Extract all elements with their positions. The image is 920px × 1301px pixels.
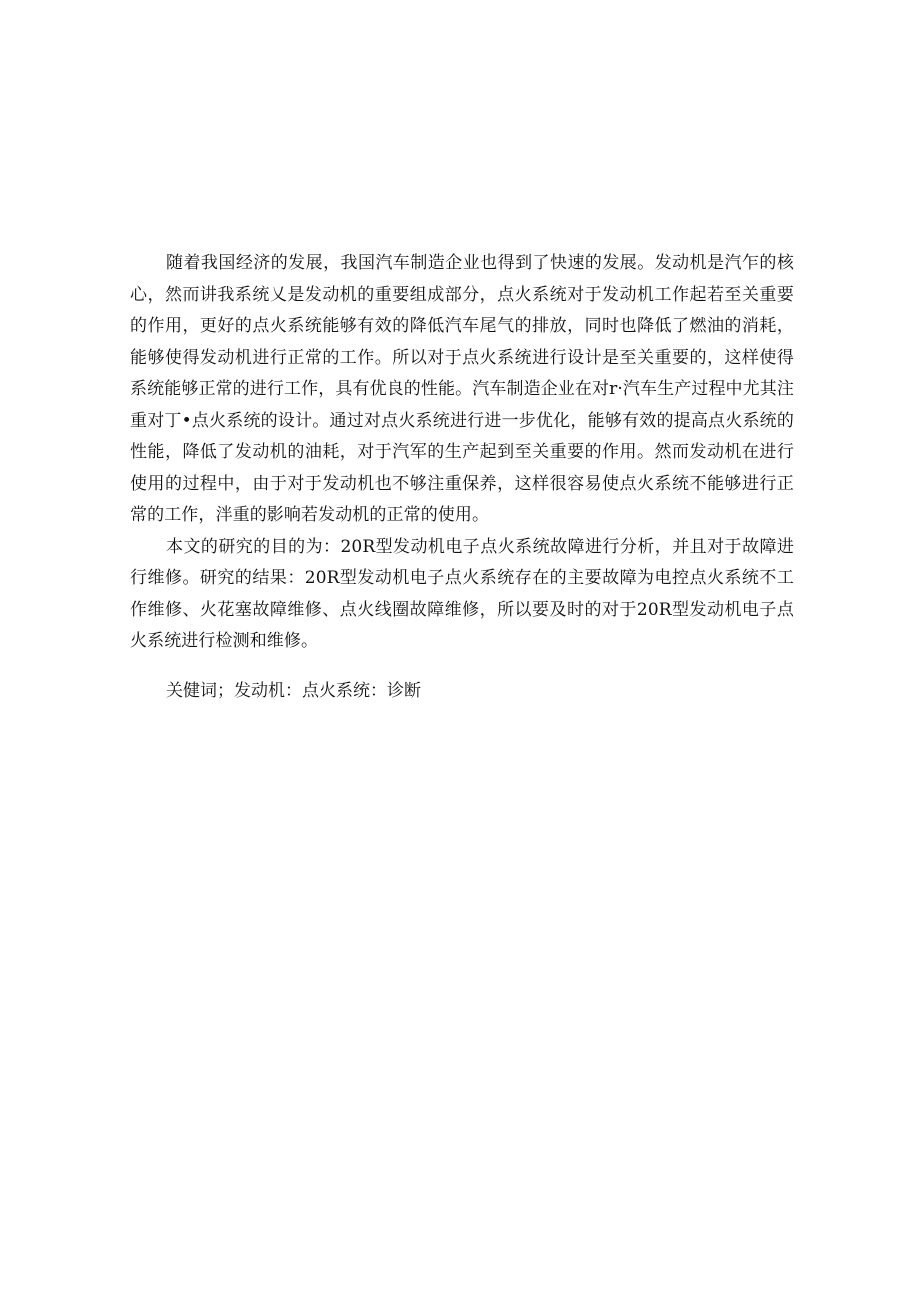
abstract-section	[130, 248, 794, 658]
keywords-line: 关健词；发动机：点火系统：诊断	[166, 681, 421, 701]
abstract-paragraph-2: 本文的研究的目的为：20R型发动机电子点火系统故障进行分析，并且对于故障进行维修。研究的结果：20R型发动机电子点火系统存在的主要故障为电控点火系统不工作维修、火花塞故障维修、点火线圈故障维修，所以要及时的对于20R型发动机电子点火系统进行检测和维修。	[130, 536, 794, 651]
abstract-paragraph-1: 随着我国经济的发展，我国汽车制造企业也得到了快速的发展。发动机是汽乍的核心，然而讲我系统乂是发动机的重要组成部分，点火系统对于发动机工作起若至关重要的作用，更好的点火系统能够有效的降低汽车尾气的排放，同时也降低了燃油的消耗，能够使得发动机进行正常的工作。所以对于点火系统进行设计是至关重要的，这样使得系统能够正常的进行工作，具有优良的性能。汽车制造企业在对r·汽车生产过程中尤其注重对丁•点火系统的设计。通过对点火系统进行进一步优化，能够有效的提高点火系统的性能，降低了发动机的油耗，对于汽军的生产起到至关重要的作用。然而发动机在进行使用的过程中，由于对于发动机也不够注重保养，这样很容易使点火系统不能够进行正常的工作，泮重的影响若发动机的正常的使用。	[130, 253, 794, 525]
